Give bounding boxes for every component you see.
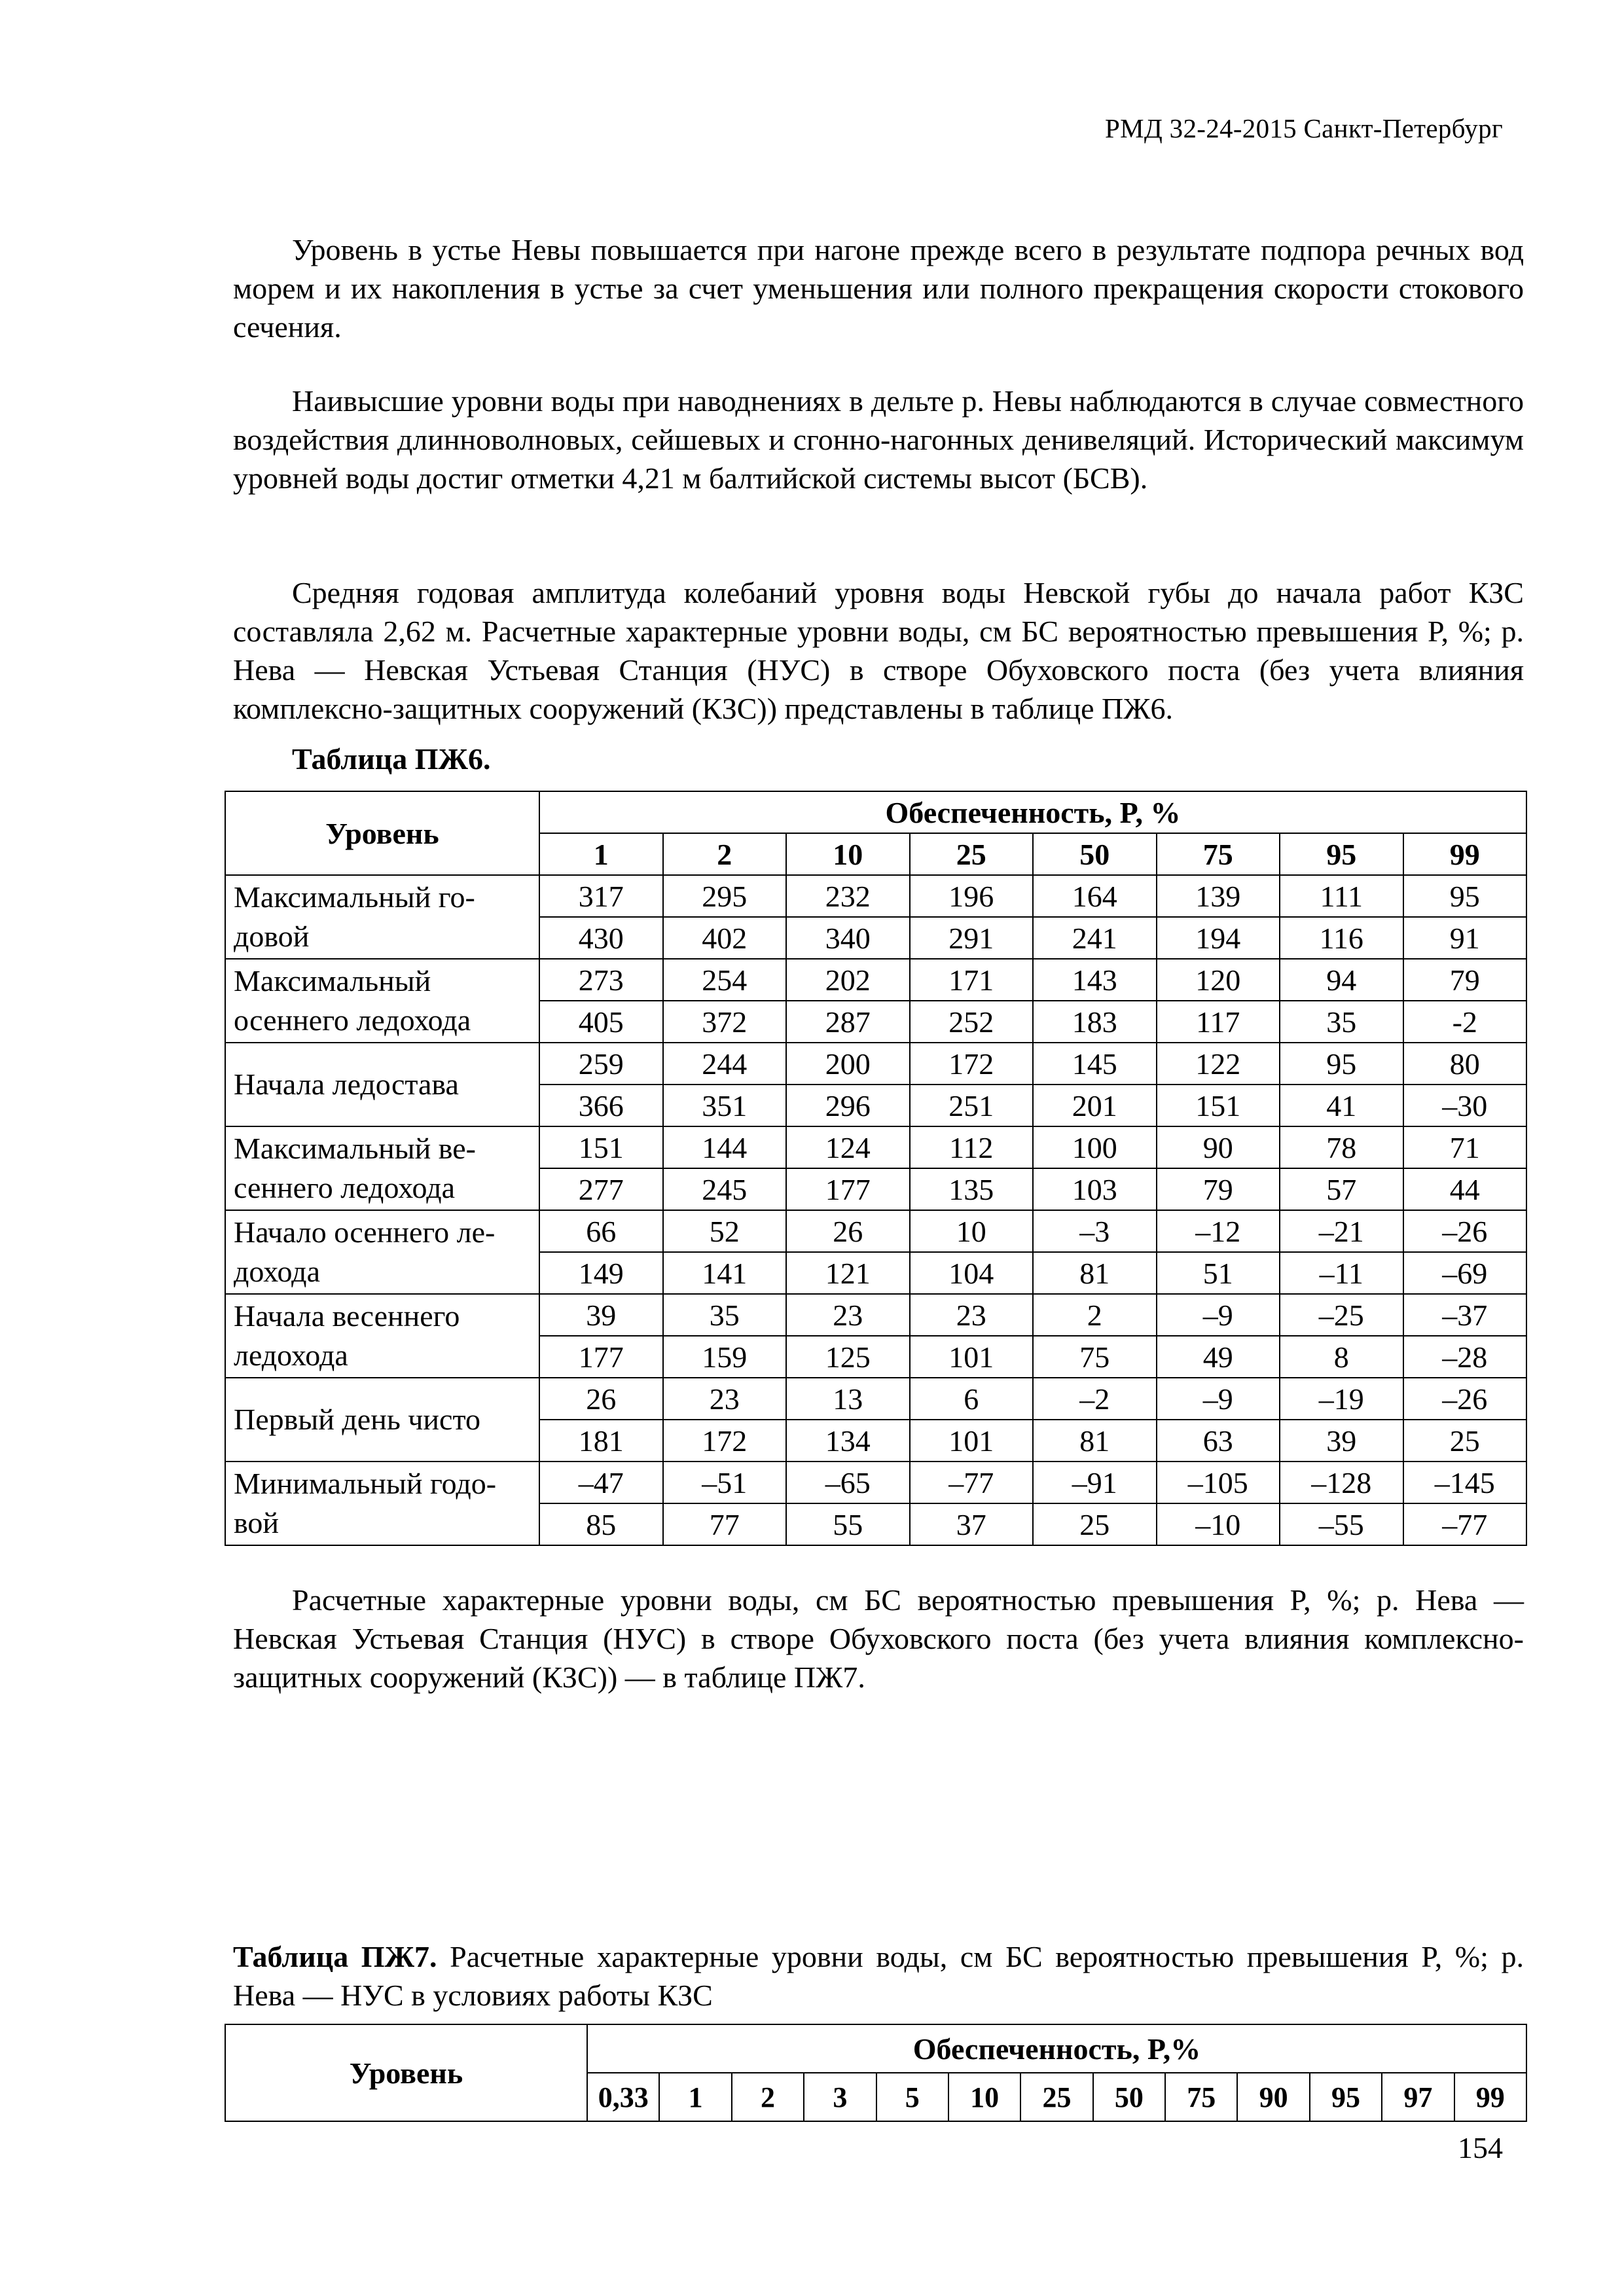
table-cell: 295 (663, 875, 787, 917)
table-7-col-header: 50 (1093, 2073, 1165, 2121)
table-cell: 117 (1157, 1001, 1280, 1043)
table-cell: 402 (663, 917, 787, 959)
table-cell: 181 (539, 1420, 663, 1462)
table-cell: 254 (663, 959, 787, 1001)
table-cell: 26 (539, 1378, 663, 1420)
table-row (225, 1210, 1526, 1252)
table-7-caption-title: Таблица ПЖ7. (233, 1940, 437, 1973)
table-6-col-header: 99 (1403, 833, 1527, 875)
table-cell: 25 (1403, 1420, 1527, 1462)
table-cell: 244 (663, 1043, 787, 1085)
table-7-col-header: 2 (732, 2073, 804, 2121)
table-cell: 75 (1033, 1336, 1157, 1378)
table-cell: 111 (1280, 875, 1403, 917)
table-cell: –69 (1403, 1252, 1527, 1294)
table-cell: 90 (1157, 1126, 1280, 1168)
table-cell: 273 (539, 959, 663, 1001)
table-cell: 112 (910, 1126, 1034, 1168)
table-7-col-header: 1 (659, 2073, 731, 2121)
table-cell: 296 (786, 1085, 910, 1126)
table-cell: 164 (1033, 875, 1157, 917)
table-7-col-header: 0,33 (587, 2073, 659, 2121)
table-cell: 340 (786, 917, 910, 959)
paragraph-2: Наивысшие уровни воды при наводнениях в дельте р. Невы наблюдаются в случае совместного воздействия длинноволновых, сейшевых и сгонно-нагонных денивеляций. Исторический максимум уровней воды достиг отметки 4,21 м балтийской системы высот (БСВ). (233, 384, 1524, 495)
table-6-col-header: 95 (1280, 833, 1403, 875)
table-7-col-header: 95 (1310, 2073, 1382, 2121)
table-cell: 121 (786, 1252, 910, 1294)
table-7-col-header: 5 (876, 2073, 948, 2121)
table-row (225, 1462, 1526, 1503)
table-cell: 151 (1157, 1085, 1280, 1126)
table-cell: 79 (1403, 959, 1527, 1001)
table-cell: 135 (910, 1168, 1034, 1210)
table-cell: –25 (1280, 1294, 1403, 1336)
table-cell: 252 (910, 1001, 1034, 1043)
table-cell: 251 (910, 1085, 1034, 1126)
table-cell: –55 (1280, 1503, 1403, 1545)
table-6-col-header: 75 (1157, 833, 1280, 875)
table-7-col-header: 90 (1237, 2073, 1309, 2121)
table-cell: 8 (1280, 1336, 1403, 1378)
table-cell: 100 (1033, 1126, 1157, 1168)
row-label: Минимальный годо-вой (225, 1462, 539, 1545)
table-cell: –51 (663, 1462, 787, 1503)
table-cell: 94 (1280, 959, 1403, 1001)
table-cell: 122 (1157, 1043, 1280, 1085)
table-cell: 26 (786, 1210, 910, 1252)
table-cell: 143 (1033, 959, 1157, 1001)
table-cell: 177 (539, 1336, 663, 1378)
table-cell: 405 (539, 1001, 663, 1043)
table-cell: 124 (786, 1126, 910, 1168)
table-cell: 171 (910, 959, 1034, 1001)
table-cell: 277 (539, 1168, 663, 1210)
row-label: Максимальный ве-сеннего ледохода (225, 1126, 539, 1210)
table-6-level-header: Уровень (225, 791, 539, 875)
table-cell: 51 (1157, 1252, 1280, 1294)
table-cell: 23 (786, 1294, 910, 1336)
table-7 (225, 2024, 1527, 2122)
table-cell: 291 (910, 917, 1034, 959)
table-6-col-header: 25 (910, 833, 1034, 875)
table-cell: 80 (1403, 1043, 1527, 1085)
row-label: Максимальный го-довой (225, 875, 539, 959)
table-cell: 25 (1033, 1503, 1157, 1545)
table-cell: 372 (663, 1001, 787, 1043)
table-cell: 151 (539, 1126, 663, 1168)
table-cell: 201 (1033, 1085, 1157, 1126)
table-cell: –21 (1280, 1210, 1403, 1252)
table-cell: 139 (1157, 875, 1280, 917)
table-cell: –19 (1280, 1378, 1403, 1420)
table-cell: 78 (1280, 1126, 1403, 1168)
table-cell: 23 (910, 1294, 1034, 1336)
table-cell: 172 (663, 1420, 787, 1462)
table-cell: 366 (539, 1085, 663, 1126)
table-cell: 101 (910, 1420, 1034, 1462)
table-cell: 287 (786, 1001, 910, 1043)
row-label: Начало осеннего ле-дохода (225, 1210, 539, 1294)
table-cell: 49 (1157, 1336, 1280, 1378)
table-cell: 79 (1157, 1168, 1280, 1210)
table-cell: 41 (1280, 1085, 1403, 1126)
table-cell: 116 (1280, 917, 1403, 959)
table-cell: 77 (663, 1503, 787, 1545)
table-cell: –105 (1157, 1462, 1280, 1503)
table-7-col-header: 3 (804, 2073, 876, 2121)
table-cell: 39 (539, 1294, 663, 1336)
table-cell: 125 (786, 1336, 910, 1378)
table-cell: –28 (1403, 1336, 1527, 1378)
table-cell: -2 (1403, 1001, 1527, 1043)
table-6-prob-header: Обеспеченность, P, % (539, 791, 1526, 833)
table-cell: 202 (786, 959, 910, 1001)
table-7-prob-header: Обеспеченность, P,% (587, 2024, 1526, 2073)
table-6-col-header: 10 (786, 833, 910, 875)
table-cell: 200 (786, 1043, 910, 1085)
table-cell: –65 (786, 1462, 910, 1503)
table-cell: 10 (910, 1210, 1034, 1252)
table-6-col-header: 2 (663, 833, 787, 875)
table-cell: 95 (1403, 875, 1527, 917)
table-cell: 177 (786, 1168, 910, 1210)
table-cell: 159 (663, 1336, 787, 1378)
table-cell: –77 (910, 1462, 1034, 1503)
table-cell: –30 (1403, 1085, 1527, 1126)
table-7-col-header: 75 (1165, 2073, 1237, 2121)
table-cell: 259 (539, 1043, 663, 1085)
table-cell: 66 (539, 1210, 663, 1252)
table-cell: 81 (1033, 1252, 1157, 1294)
table-cell: 232 (786, 875, 910, 917)
table-cell: 63 (1157, 1420, 1280, 1462)
table-cell: 351 (663, 1085, 787, 1126)
table-cell: 6 (910, 1378, 1034, 1420)
table-cell: 194 (1157, 917, 1280, 959)
table-cell: 141 (663, 1252, 787, 1294)
table-cell: –47 (539, 1462, 663, 1503)
table-cell: 52 (663, 1210, 787, 1252)
table-cell: –37 (1403, 1294, 1527, 1336)
paragraph-3: Средняя годовая амплитуда колебаний уровня воды Невской губы до начала работ КЗС составляла 2,62 м. Расчетные характерные уровни воды, см БС вероятностью превышения P, %; р. Нева — Невская Устьевая Станция (НУС) в створе Обуховского поста (без учета влияния комплексно-защитных сооружений (КЗС)) представлены в таблице ПЖ6. (233, 576, 1524, 725)
table-cell: –26 (1403, 1210, 1527, 1252)
table-cell: 183 (1033, 1001, 1157, 1043)
row-label: Максимальный осеннего ледохода (225, 959, 539, 1043)
table-cell: 103 (1033, 1168, 1157, 1210)
table-cell: 245 (663, 1168, 787, 1210)
table-7-col-header: 10 (948, 2073, 1020, 2121)
table-row (225, 1378, 1526, 1420)
table-cell: –77 (1403, 1503, 1527, 1545)
table-cell: –26 (1403, 1378, 1527, 1420)
table-cell: 196 (910, 875, 1034, 917)
table-cell: –3 (1033, 1210, 1157, 1252)
row-label: Начала весеннего ледохода (225, 1294, 539, 1378)
table-row (225, 1126, 1526, 1168)
table-7-caption-text: Расчетные характерные уровни воды, см БС вероятностью превышения P, %; р. Нева — НУС в условиях работы КЗС (233, 1940, 1524, 2012)
table-row (225, 875, 1526, 917)
table-7-col-header: 25 (1020, 2073, 1092, 2121)
table-7-col-header: 99 (1454, 2073, 1527, 2121)
page-number: 154 (1458, 2131, 1503, 2164)
table-cell: 144 (663, 1126, 787, 1168)
table-cell: 91 (1403, 917, 1527, 959)
table-cell: –9 (1157, 1378, 1280, 1420)
table-cell: 241 (1033, 917, 1157, 959)
table-cell: 55 (786, 1503, 910, 1545)
table-cell: 35 (663, 1294, 787, 1336)
table-cell: 95 (1280, 1043, 1403, 1085)
table-6-col-header: 50 (1033, 833, 1157, 875)
page-header: РМД 32-24-2015 Санкт-Петербург (1104, 113, 1503, 143)
row-label: Первый день чисто (225, 1378, 539, 1462)
table-cell: 57 (1280, 1168, 1403, 1210)
table-row (225, 1294, 1526, 1336)
table-cell: –9 (1157, 1294, 1280, 1336)
table-cell: 134 (786, 1420, 910, 1462)
table-cell: 85 (539, 1503, 663, 1545)
row-label: Начала ледостава (225, 1043, 539, 1126)
table-cell: 39 (1280, 1420, 1403, 1462)
table-cell: 81 (1033, 1420, 1157, 1462)
paragraph-1: Уровень в устье Невы повышается при нагоне прежде всего в результате подпора речных вод морем и их накопления в устье за счет уменьшения или полного прекращения скорости стокового сечения. (233, 233, 1524, 344)
table-6 (225, 791, 1527, 1546)
table-cell: 149 (539, 1252, 663, 1294)
table-7-caption (233, 1937, 1524, 2015)
table-cell: 101 (910, 1336, 1034, 1378)
table-row (225, 959, 1526, 1001)
table-cell: 23 (663, 1378, 787, 1420)
table-cell: 13 (786, 1378, 910, 1420)
table-cell: 317 (539, 875, 663, 917)
table-cell: 145 (1033, 1043, 1157, 1085)
table-cell: 2 (1033, 1294, 1157, 1336)
paragraph-4: Расчетные характерные уровни воды, см БС вероятностью превышения P, %; р. Нева — Невская Устьевая Станция (НУС) в створе Обуховского поста (без учета влияния комплексно-защитных сооружений (КЗС)) — в таблице ПЖ7. (233, 1583, 1524, 1694)
table-cell: –10 (1157, 1503, 1280, 1545)
table-cell: 172 (910, 1043, 1034, 1085)
table-cell: 44 (1403, 1168, 1527, 1210)
table-6-caption: Таблица ПЖ6. (292, 742, 491, 776)
table-cell: 37 (910, 1503, 1034, 1545)
table-cell: 104 (910, 1252, 1034, 1294)
table-6-col-header: 1 (539, 833, 663, 875)
table-cell: –145 (1403, 1462, 1527, 1503)
table-cell: –128 (1280, 1462, 1403, 1503)
table-row (225, 1043, 1526, 1085)
table-7-level-header: Уровень (225, 2024, 587, 2121)
table-cell: –91 (1033, 1462, 1157, 1503)
table-cell: 71 (1403, 1126, 1527, 1168)
table-cell: –12 (1157, 1210, 1280, 1252)
table-cell: –2 (1033, 1378, 1157, 1420)
table-cell: –11 (1280, 1252, 1403, 1294)
table-cell: 430 (539, 917, 663, 959)
table-7-col-header: 97 (1382, 2073, 1454, 2121)
table-cell: 120 (1157, 959, 1280, 1001)
table-cell: 35 (1280, 1001, 1403, 1043)
